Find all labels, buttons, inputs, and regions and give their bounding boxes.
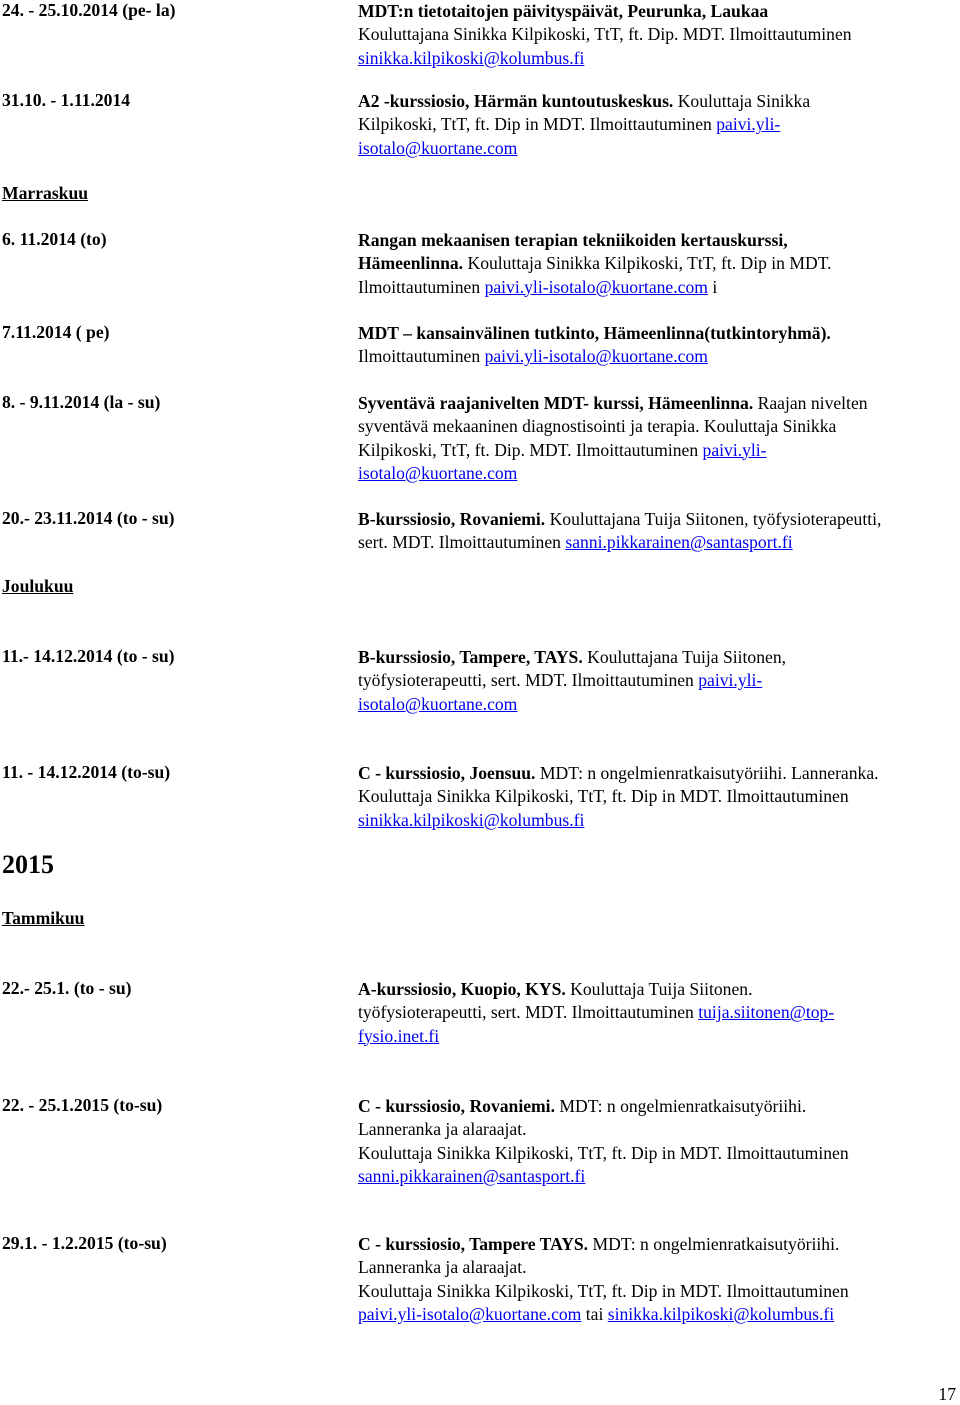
description-line bbox=[358, 1233, 958, 1256]
description-text: työfysioterapeutti, sert. MDT. Ilmoittautuminen bbox=[358, 1002, 699, 1023]
description-line bbox=[358, 439, 958, 462]
description-line bbox=[358, 392, 958, 415]
entry-date: 6. 11.2014 (to) bbox=[2, 229, 107, 249]
email-link[interactable]: fysio.inet.fi bbox=[358, 1025, 440, 1046]
email-link[interactable]: sinikka.kilpikoski@kolumbus.fi bbox=[607, 1303, 835, 1324]
email-link[interactable]: paivi.yli-isotalo@kuortane.com bbox=[358, 1303, 582, 1324]
email-link[interactable]: sanni.pikkarainen@santasport.fi bbox=[358, 1165, 586, 1186]
description-text: Kouluttaja Sinikka bbox=[673, 91, 811, 111]
description-text: Kouluttaja Tuija Siitonen. bbox=[565, 979, 753, 999]
course-title: MDT – kansainvälinen tutkinto, Hämeenlinna(tutkintoryhmä). bbox=[358, 323, 831, 343]
entry-date: 11. - 14.12.2014 (to-su) bbox=[2, 762, 171, 782]
description-text: Kilpikoski, TtT, ft. Dip in MDT. Ilmoittautuminen bbox=[358, 114, 717, 135]
entry-description bbox=[358, 508, 958, 555]
course-title: Rangan mekaanisen terapian tekniikoiden kertauskurssi, bbox=[358, 230, 788, 250]
description-line bbox=[358, 113, 958, 136]
description-text: Ilmoittautuminen bbox=[358, 276, 485, 297]
course-title: MDT:n tietotaitojen päivityspäivät, Peurunka, Laukaa bbox=[358, 1, 769, 21]
description-line bbox=[358, 1118, 958, 1141]
email-link[interactable]: sinikka.kilpikoski@kolumbus.fi bbox=[358, 809, 585, 830]
page-number: 17 bbox=[938, 1384, 956, 1404]
description-text: MDT: n ongelmienratkaisutyöriihi. Lanneranka. bbox=[535, 763, 879, 783]
course-title: Hämeenlinna. bbox=[358, 253, 464, 274]
description-line bbox=[358, 978, 958, 1001]
month-heading-tammikuu: Tammikuu bbox=[2, 908, 85, 928]
description-line bbox=[358, 1025, 958, 1048]
description-line bbox=[358, 90, 958, 113]
entry-date: 24. - 25.10.2014 (pe- la) bbox=[2, 0, 176, 20]
entry-description bbox=[358, 322, 958, 369]
description-line bbox=[358, 669, 958, 692]
description-line bbox=[358, 809, 958, 832]
course-title: C - kurssiosio, Joensuu. bbox=[358, 763, 536, 783]
email-link[interactable]: paivi.yli-isotalo@kuortane.com bbox=[484, 346, 708, 367]
description-text: Lanneranka ja alaraajat. bbox=[358, 1257, 527, 1278]
month-heading-joulukuu: Joulukuu bbox=[2, 576, 74, 596]
entry-description bbox=[358, 90, 958, 160]
description-line bbox=[358, 1165, 958, 1188]
course-title: C - kurssiosio, Rovaniemi. bbox=[358, 1096, 555, 1116]
entry-description bbox=[358, 978, 958, 1048]
course-title: C - kurssiosio, Tampere TAYS. bbox=[358, 1234, 589, 1254]
description-text: syventävä mekaaninen diagnostisointi ja terapia. Kouluttaja Sinikka bbox=[358, 416, 837, 437]
description-line bbox=[358, 508, 958, 531]
entry-description bbox=[358, 1095, 958, 1188]
description-text: Kouluttaja Sinikka Kilpikoski, TtT, ft. Dip in MDT. bbox=[463, 253, 832, 274]
course-title: B-kurssiosio, Rovaniemi. bbox=[358, 509, 546, 529]
description-line bbox=[358, 462, 958, 485]
entry-description bbox=[358, 1233, 958, 1326]
description-text: Kouluttajana Sinikka Kilpikoski, TtT, ft. Dip. MDT. Ilmoittautuminen bbox=[358, 24, 852, 45]
description-text: sert. MDT. Ilmoittautuminen bbox=[358, 532, 566, 553]
description-text: Kouluttaja Sinikka Kilpikoski, TtT, ft. Dip in MDT. Ilmoittautuminen bbox=[358, 786, 849, 807]
course-title: A-kurssiosio, Kuopio, KYS. bbox=[358, 979, 566, 999]
email-link[interactable]: isotalo@kuortane.com bbox=[358, 462, 518, 483]
email-link[interactable]: paivi.yli- bbox=[698, 670, 763, 691]
description-text: i bbox=[707, 276, 718, 297]
description-text: Kouluttajana Tuija Siitonen, työfysioterapeutti, bbox=[545, 509, 882, 529]
description-text: Kilpikoski, TtT, ft. Dip. MDT. Ilmoittautuminen bbox=[358, 439, 703, 460]
entry-date: 29.1. - 1.2.2015 (to-su) bbox=[2, 1233, 167, 1253]
description-text: Lanneranka ja alaraajat. bbox=[358, 1119, 527, 1140]
description-line bbox=[358, 1280, 958, 1303]
entry-date: 31.10. - 1.11.2014 bbox=[2, 90, 131, 110]
email-link[interactable]: paivi.yli- bbox=[716, 114, 781, 135]
description-line bbox=[358, 693, 958, 716]
course-title: Syventävä raajanivelten MDT- kurssi, Hämeenlinna. bbox=[358, 393, 754, 413]
description-line bbox=[358, 23, 958, 46]
description-line bbox=[358, 252, 958, 275]
email-link[interactable]: paivi.yli-isotalo@kuortane.com bbox=[484, 276, 708, 297]
description-line bbox=[358, 322, 958, 345]
entry-date: 7.11.2014 ( pe) bbox=[2, 322, 110, 342]
description-line bbox=[358, 0, 958, 23]
description-line bbox=[358, 1095, 958, 1118]
description-text: Kouluttaja Sinikka Kilpikoski, TtT, ft. Dip in MDT. Ilmoittautuminen bbox=[358, 1142, 849, 1163]
entry-description bbox=[358, 392, 958, 485]
description-line bbox=[358, 345, 958, 368]
email-link[interactable]: isotalo@kuortane.com bbox=[358, 693, 518, 714]
description-text: työfysioterapeutti, sert. MDT. Ilmoittautuminen bbox=[358, 670, 699, 691]
description-line bbox=[358, 762, 958, 785]
year-heading: 2015 bbox=[2, 850, 54, 879]
description-line bbox=[358, 1303, 958, 1326]
description-line bbox=[358, 415, 958, 438]
description-line bbox=[358, 1142, 958, 1165]
email-link[interactable]: paivi.yli- bbox=[702, 439, 767, 460]
description-line bbox=[358, 531, 958, 554]
description-text: MDT: n ongelmienratkaisutyöriihi. bbox=[554, 1096, 807, 1116]
entry-date: 22.- 25.1. (to - su) bbox=[2, 978, 132, 998]
description-text: Kouluttajana Tuija Siitonen, bbox=[582, 647, 787, 667]
description-line bbox=[358, 276, 958, 299]
entry-date: 11.- 14.12.2014 (to - su) bbox=[2, 646, 175, 666]
course-title: B-kurssiosio, Tampere, TAYS. bbox=[358, 647, 583, 667]
email-link[interactable]: isotalo@kuortane.com bbox=[358, 137, 518, 158]
entry-description bbox=[358, 0, 958, 70]
description-line bbox=[358, 137, 958, 160]
description-text: Kouluttaja Sinikka Kilpikoski, TtT, ft. Dip in MDT. Ilmoittautuminen bbox=[358, 1280, 849, 1301]
description-line bbox=[358, 47, 958, 70]
description-text: Raajan nivelten bbox=[753, 393, 868, 413]
entry-date: 22. - 25.1.2015 (to-su) bbox=[2, 1095, 163, 1115]
description-line bbox=[358, 785, 958, 808]
description-text: MDT: n ongelmienratkaisutyöriihi. bbox=[588, 1234, 840, 1254]
entry-description bbox=[358, 229, 958, 299]
email-link[interactable]: sanni.pikkarainen@santasport.fi bbox=[565, 532, 793, 553]
description-line bbox=[358, 229, 958, 252]
description-line bbox=[358, 646, 958, 669]
entry-description bbox=[358, 762, 958, 832]
description-text: tai bbox=[581, 1303, 608, 1324]
email-link[interactable]: sinikka.kilpikoski@kolumbus.fi bbox=[358, 47, 585, 68]
entry-date: 20.- 23.11.2014 (to - su) bbox=[2, 508, 175, 528]
description-line bbox=[358, 1001, 958, 1024]
course-title: A2 -kurssiosio, Härmän kuntoutuskeskus. bbox=[358, 91, 674, 111]
description-line bbox=[358, 1256, 958, 1279]
email-link[interactable]: tuija.siitonen@top- bbox=[698, 1002, 835, 1023]
entry-description bbox=[358, 646, 958, 716]
entry-date: 8. - 9.11.2014 (la - su) bbox=[2, 392, 161, 412]
month-heading-marraskuu: Marraskuu bbox=[2, 183, 89, 203]
description-text: Ilmoittautuminen bbox=[358, 346, 485, 367]
